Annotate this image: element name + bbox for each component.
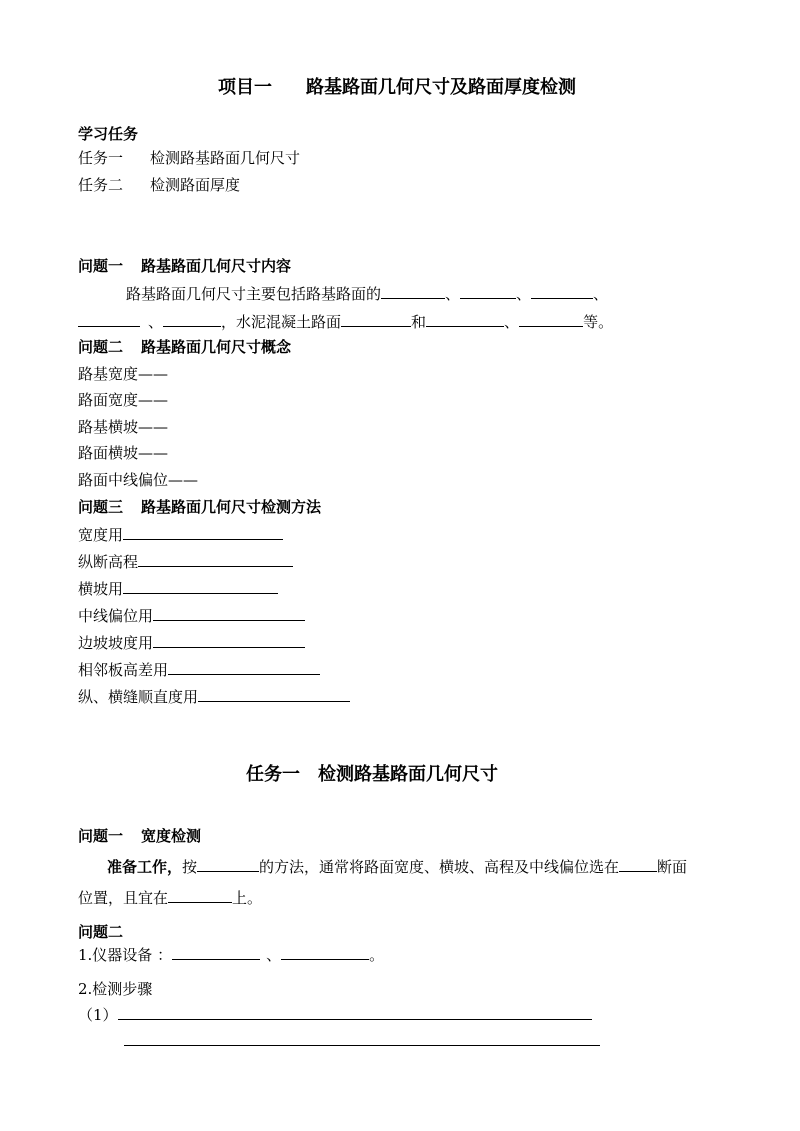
instrument-label: 1.仪器设备 ： [78,946,173,964]
title-project: 项目一 [218,77,272,98]
prep-line-2 [78,887,262,908]
prep-text: 断面 [657,858,688,876]
method-item [78,659,320,680]
prep-bold: 准备工作， [107,858,183,876]
prep-text: 位置，且宜在 [78,889,169,907]
blank-field[interactable] [123,524,283,540]
method-item [78,578,278,599]
page-title [218,78,576,98]
step-1 [78,1004,592,1025]
separator: 、 [504,313,520,331]
separator: 、 [593,285,609,303]
blank-field[interactable] [138,551,293,567]
blank-field[interactable] [381,283,445,299]
q2-heading [78,337,291,357]
steps-heading: 2.检测步骤 [78,980,153,998]
blank-field[interactable] [198,686,350,702]
blank-field[interactable] [163,311,221,327]
task1-q1-heading [78,826,201,846]
task1-title: 任务一 检测路基路面几何尺寸 [246,764,498,785]
blank-field[interactable] [78,311,140,327]
q1-heading [78,256,291,276]
separator: 、 [445,285,461,303]
method-label: 边坡坡度用 [78,634,154,652]
q1-text: 路基路面几何尺寸主要包括路基路面的 [126,285,382,303]
blank-field[interactable] [460,283,516,299]
instrument-end: 。 [369,946,385,964]
q2-title: 路基路面几何尺寸概念 [141,338,292,356]
concept-item: 路基横坡—— [78,418,169,436]
prep-text: 按 [182,858,198,876]
title-subject: 路基路面几何尺寸及路面厚度检测 [306,77,576,98]
blank-field[interactable] [281,944,369,960]
blank-field[interactable] [619,856,657,872]
step-1-continuation [124,1030,600,1051]
blank-field[interactable] [123,578,278,594]
method-item [78,632,305,653]
method-label: 宽度用 [78,526,124,544]
q1-text: ，水泥混凝土路面 [221,313,342,331]
blank-field[interactable] [168,887,232,903]
blank-field[interactable] [531,283,593,299]
blank-field[interactable] [426,311,504,327]
task-label: 任务二 [78,176,124,194]
method-label: 纵断高程 [78,553,139,571]
q2-label: 问题二 [78,338,124,356]
method-label: 相邻板高差用 [78,661,169,679]
blank-field[interactable] [124,1030,600,1046]
task-label: 任务一 [78,149,124,167]
concept-item: 路面中线偏位—— [78,471,199,489]
blank-field[interactable] [519,311,583,327]
prep-text: 的方法，通常将路面宽度、横坡、高程及中线偏位选在 [259,858,620,876]
task1-q1-title: 宽度检测 [141,827,202,845]
method-item [78,524,283,545]
concept-item: 路面宽度—— [78,391,169,409]
q1-label: 问题一 [78,257,124,275]
method-item [78,551,293,572]
blank-field[interactable] [153,632,305,648]
separator: 、 [266,946,282,964]
concept-item: 路面横坡—— [78,444,169,462]
separator: 、 [148,313,164,331]
method-label: 横坡用 [78,580,124,598]
step-number: （1） [78,1006,118,1024]
blank-field[interactable] [197,856,259,872]
study-task-row [78,148,300,168]
q3-title: 路基路面几何尺寸检测方法 [141,498,322,516]
prep-text: 上。 [232,889,263,907]
blank-field[interactable] [341,311,411,327]
q1-title: 路基路面几何尺寸内容 [141,257,292,275]
study-task-row [78,175,240,195]
concept-item: 路基宽度—— [78,365,169,383]
task-text: 检测路面厚度 [150,176,241,194]
q1-line-1 [126,283,608,304]
task1-q2-label: 问题二 [78,923,124,941]
blank-field[interactable] [168,659,320,675]
task-text: 检测路基路面几何尺寸 [150,149,301,167]
study-tasks-heading: 学习任务 [78,125,139,143]
method-label: 纵、横缝顺直度用 [78,688,199,706]
separator: 、 [516,285,532,303]
blank-field[interactable] [118,1004,592,1020]
blank-field[interactable] [172,944,260,960]
prep-line-1 [107,856,687,877]
task1-q1-label: 问题一 [78,827,124,845]
q3-label: 问题三 [78,498,124,516]
method-item [78,686,350,707]
method-item [78,605,305,626]
q1-line-2 [78,311,613,332]
q1-text: 等。 [583,313,614,331]
instrument-line [78,944,384,965]
q3-heading [78,497,321,517]
blank-field[interactable] [153,605,305,621]
method-label: 中线偏位用 [78,607,154,625]
q1-text: 和 [411,313,427,331]
